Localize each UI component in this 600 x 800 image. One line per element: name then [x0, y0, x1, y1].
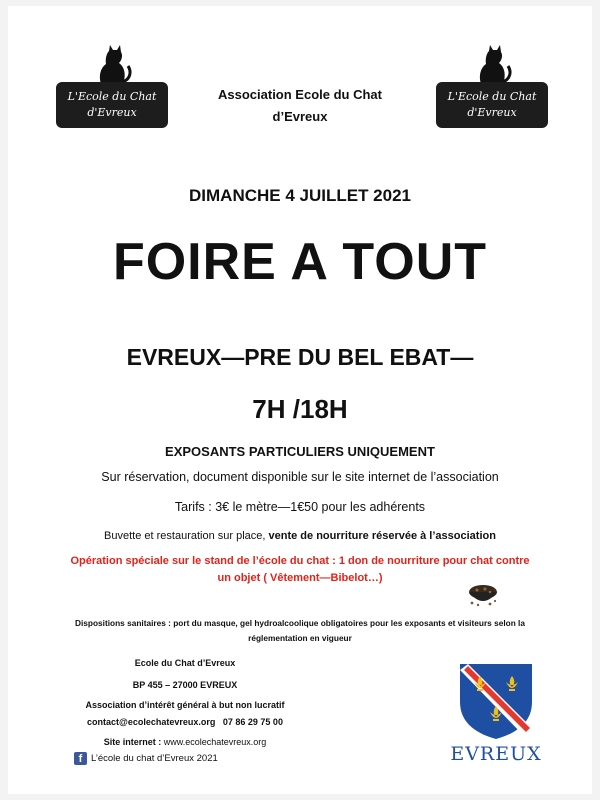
cat-logo-icon [468, 44, 514, 86]
cat-logo-icon [88, 44, 134, 86]
facebook-line [74, 752, 218, 765]
exposants-note: EXPOSANTS PARTICULIERS UNIQUEMENT [165, 444, 435, 459]
site-line [40, 737, 330, 747]
logo-plate [436, 82, 548, 128]
logo-line2: d'Evreux [467, 106, 517, 119]
logo-line2: d'Evreux [87, 106, 137, 119]
contact-assoc: Association d’intérêt général à but non lucratif [85, 700, 285, 710]
site-url[interactable]: www.ecolechatevreux.org [163, 737, 267, 747]
reservation-text: Sur réservation, document disponible sur le site internet de l’association [101, 470, 499, 484]
logo-line1: L'Ecole du Chat [67, 90, 157, 103]
logo-line1: L'Ecole du Chat [447, 90, 537, 103]
buvette-text [0, 530, 600, 542]
operation-line2: un objet ( Vêtement—Bibelot…) [217, 572, 383, 584]
tarifs-text: Tarifs : 3€ le mètre—1€50 pour les adhérents [174, 500, 426, 514]
contact-name: Ecole du Chat d’Evreux [134, 658, 236, 668]
contact-bp: BP 455 – 27000 EVREUX [132, 680, 238, 690]
event-hours: 7H /18H [252, 394, 348, 424]
operation-speciale [0, 553, 600, 587]
cat-food-bowl-icon [466, 580, 500, 608]
facebook-icon[interactable]: f [74, 752, 87, 765]
dispositions-sanitaires [0, 616, 600, 646]
dispositions-line2: réglementation en vigueur [248, 633, 352, 643]
site-label: Site internet : [103, 737, 162, 747]
buvette-part1: Buvette et restauration sur place, [104, 530, 269, 542]
logo-right [436, 48, 548, 128]
buvette-part2: vente de nourriture réservée à l’association [268, 530, 496, 542]
dispositions-line1: Dispositions sanitaires : port du masque, gel hydroalcoolique obligatoires pour les exposants et visiteurs selon la [75, 618, 525, 628]
event-date: DIMANCHE 4 JUILLET 2021 [189, 186, 411, 205]
contact-line [40, 717, 330, 727]
association-name: Association Ecole du Chat d’Evreux [218, 87, 382, 124]
crest-label: EVREUX [450, 743, 542, 765]
contact-email[interactable]: contact@ecolechatevreux.org [87, 717, 216, 727]
evreux-crest-icon [458, 662, 534, 740]
facebook-page[interactable]: L’école du chat d’Evreux 2021 [91, 753, 218, 764]
event-location: EVREUX—PRE DU BEL EBAT— [126, 344, 474, 370]
event-title: FOIRE A TOUT [112, 233, 488, 291]
contact-phone: 07 86 29 75 00 [222, 717, 283, 727]
operation-line1: Opération spéciale sur le stand de l’école du chat : 1 don de nourriture pour chat contre [70, 555, 530, 567]
logo-plate [56, 82, 168, 128]
logo-left [56, 48, 168, 128]
